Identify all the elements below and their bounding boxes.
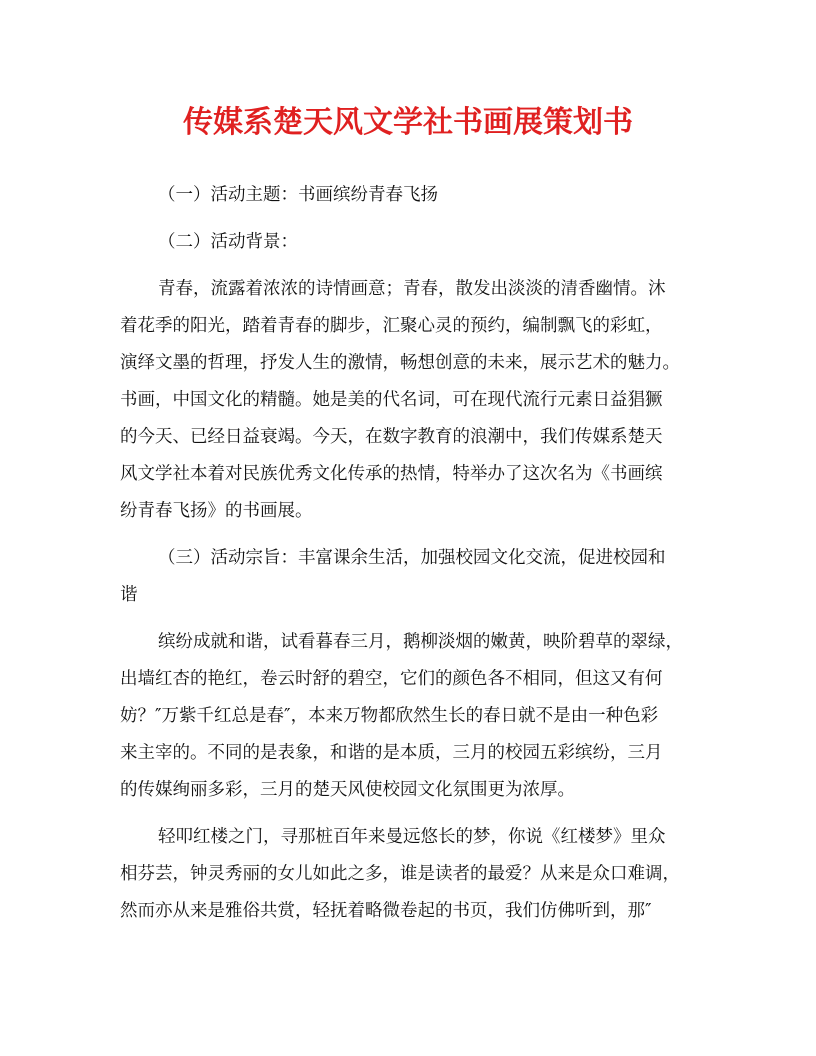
paragraph-line: 纷青春飞扬》的书画展。	[120, 501, 313, 521]
paragraph-line: 缤纷成就和谐，试看暮春三月，鹅柳淡烟的嫩黄，映阶碧草的翠绿，	[158, 632, 683, 652]
paragraph-line: 的今天、已经日益衰竭。今天，在数字教育的浪潮中，我们传媒系楚天	[120, 427, 663, 447]
paragraph-line: 相芬芸，钟灵秀丽的女儿如此之多，谁是读者的最爱？从来是众口难调，	[120, 864, 680, 884]
paragraph-line: 书画，中国文化的精髓。她是美的代名词，可在现代流行元素日益猖獗	[120, 390, 663, 410]
paragraph-line: 青春，流露着浓浓的诗情画意；青春，散发出淡淡的清香幽情。沐	[158, 279, 666, 299]
paragraph-line: 着花季的阳光，踏着青春的脚步，汇聚心灵的预约，编制飘飞的彩虹，	[120, 316, 663, 336]
paragraph-line: 谐	[120, 585, 138, 605]
document-title: 传媒系楚天风文学社书画展策划书	[183, 105, 633, 140]
paragraph-line: 然而亦从来是雅俗共赏，轻抚着略微卷起的书页，我们仿佛听到，那″	[120, 901, 652, 921]
paragraph-line: 演绎文墨的哲理，抒发人生的激情，畅想创意的未来，展示艺术的魅力。	[120, 353, 680, 373]
paragraph-line: 妨？″万紫千红总是春″，本来万物都欣然生长的春日就不是由一种色彩	[120, 706, 659, 726]
paragraph-line: （一）活动主题：书画缤纷青春飞扬	[158, 185, 438, 205]
paragraph-line: 来主宰的。不同的是表象，和谐的是本质，三月的校园五彩缤纷，三月	[120, 743, 663, 763]
paragraph-line: 风文学社本着对民族优秀文化传承的热情，特举办了这次名为《书画缤	[120, 464, 663, 484]
paragraph-line: （二）活动背景：	[158, 232, 298, 252]
document-body	[120, 177, 698, 930]
paragraph-line: 出墙红杏的艳红，卷云时舒的碧空，它们的颜色各不相同，但这又有何	[120, 669, 663, 689]
paragraph-line: （三）活动宗旨：丰富课余生活，加强校园文化交流，促进校园和	[158, 548, 666, 568]
paragraph-line: 的传媒绚丽多彩，三月的楚天风使校园文化氛围更为浓厚。	[120, 780, 575, 800]
paragraph-line: 轻叩红楼之门，寻那桩百年来曼远悠长的梦，你说《红楼梦》里众	[158, 827, 666, 847]
